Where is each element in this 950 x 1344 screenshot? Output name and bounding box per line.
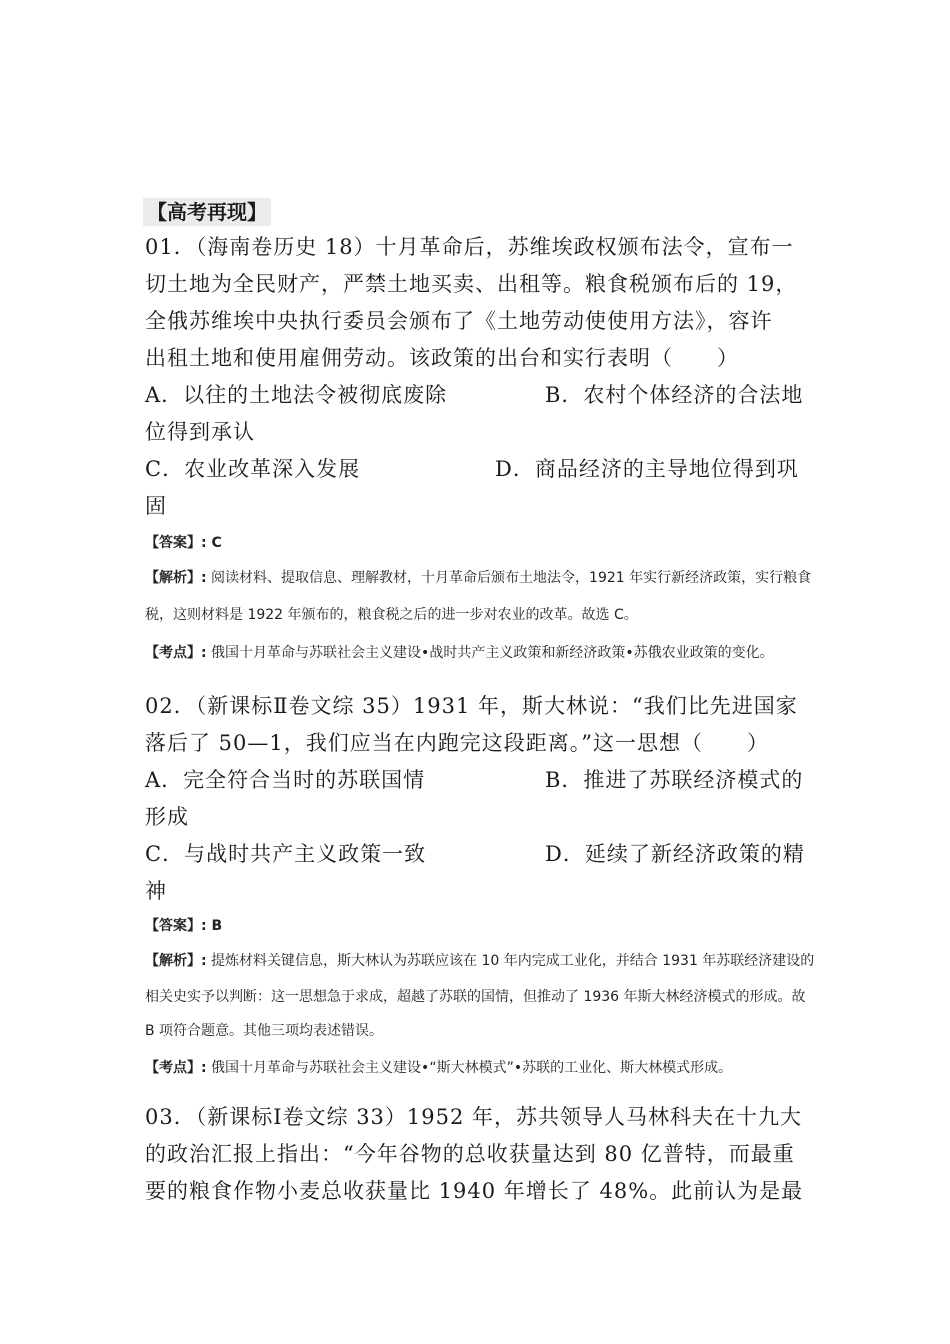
q1-analysis-tag: 【解析】:: [145, 570, 207, 586]
q2-point: [145, 1058, 732, 1078]
q2-analysis-line-1: [145, 951, 814, 971]
q2-analysis-text-1: 提炼材料关键信息，斯大林认为苏联应该在 10 年内完成工业化，并结合 1931 年苏联经济建设的: [206, 953, 815, 969]
q1-answer: [145, 533, 222, 553]
q1-option-a: A．以往的土地法令被彻底废除: [145, 383, 448, 407]
q1-stem-line-3: 全俄苏维埃中央执行委员会颁布了《土地劳动使使用方法》，容许: [145, 309, 773, 333]
q1-point-tag: 【考点】:: [145, 645, 207, 661]
q1-option-d: D．商品经济的主导地位得到巩: [495, 457, 799, 481]
q1-answer-value: C: [206, 535, 222, 551]
q1-analysis-line-1: [145, 568, 811, 588]
q1-stem-line-2: 切土地为全民财产，严禁土地买卖、出租等。粮食税颁布后的 19，: [145, 272, 798, 296]
q2-answer-value: B: [206, 918, 223, 934]
q1-point-text: 俄国十月革命与苏联社会主义建设•战时共产主义政策和新经济政策•苏俄农业政策的变化。: [206, 645, 774, 661]
q2-option-a: A．完全符合当时的苏联国情: [145, 768, 426, 792]
q2-point-tag: 【考点】:: [145, 1060, 207, 1076]
q2-analysis-line-2: [145, 987, 806, 1007]
q1-stem-line-1: 01．（海南卷历史 18）十月革命后，苏维埃政权颁布法令，宣布一: [145, 235, 794, 259]
q2-analysis-text-2: 相关史实予以判断：这一思想急于求成，超越了苏联的国情，但推动了 1936 年斯大林经济模式的形成。故: [145, 989, 806, 1005]
q2-option-d: D．延续了新经济政策的精: [545, 842, 805, 866]
q1-option-b-cont: 位得到承认: [145, 420, 255, 444]
q1-point: [145, 643, 774, 663]
q3-stem-line-1: 03．（新课标Ⅰ卷文综 33）1952 年，苏共领导人马林科夫在十九大: [145, 1105, 803, 1129]
q1-answer-tag: 【答案】:: [145, 535, 207, 551]
q2-answer-tag: 【答案】:: [145, 918, 207, 934]
q2-analysis-tag: 【解析】:: [145, 953, 207, 969]
q2-answer: [145, 916, 222, 936]
q2-analysis-text-3: B 项符合题意。其他三项均表述错误。: [145, 1023, 384, 1039]
q2-stem-line-1: 02．（新课标Ⅱ卷文综 35）1931 年，斯大林说：“我们比先进国家: [145, 694, 798, 718]
q3-stem-line-3: 要的粮食作物小麦总收获量比 1940 年增长了 48%。此前认为是最: [145, 1179, 804, 1203]
q2-option-b: B．推进了苏联经济模式的: [545, 768, 804, 792]
section-heading: 【高考再现】: [143, 198, 271, 226]
q1-stem-line-4: 出租土地和使用雇佣劳动。该政策的出台和实行表明（ ）: [145, 346, 739, 370]
q2-option-b-cont: 形成: [145, 805, 189, 829]
q2-analysis-line-3: [145, 1021, 383, 1041]
q2-option-c: C．与战时共产主义政策一致: [145, 842, 427, 866]
q1-option-d-cont: 固: [145, 494, 167, 518]
q2-option-d-cont: 神: [145, 879, 167, 903]
q2-stem-line-2: 落后了 50—1，我们应当在内跑完这段距离。”这一思想（ ）: [145, 731, 769, 755]
q1-analysis-text-2: 税，这则材料是 1922 年颁布的，粮食税之后的进一步对农业的改革。故选 C。: [145, 607, 638, 623]
q1-option-c: C．农业改革深入发展: [145, 457, 361, 481]
q1-option-b: B．农村个体经济的合法地: [545, 383, 804, 407]
q1-analysis-text-1: 阅读材料、提取信息、理解教材，十月革命后颁布土地法令，1921 年实行新经济政策，实行粮食: [206, 570, 812, 586]
q3-stem-line-2: 的政治汇报上指出：“今年谷物的总收获量达到 80 亿普特，而最重: [145, 1142, 795, 1166]
q2-point-text: 俄国十月革命与苏联社会主义建设•“斯大林模式”•苏联的工业化、斯大林模式形成。: [206, 1060, 733, 1076]
q1-analysis-line-2: [145, 605, 638, 625]
